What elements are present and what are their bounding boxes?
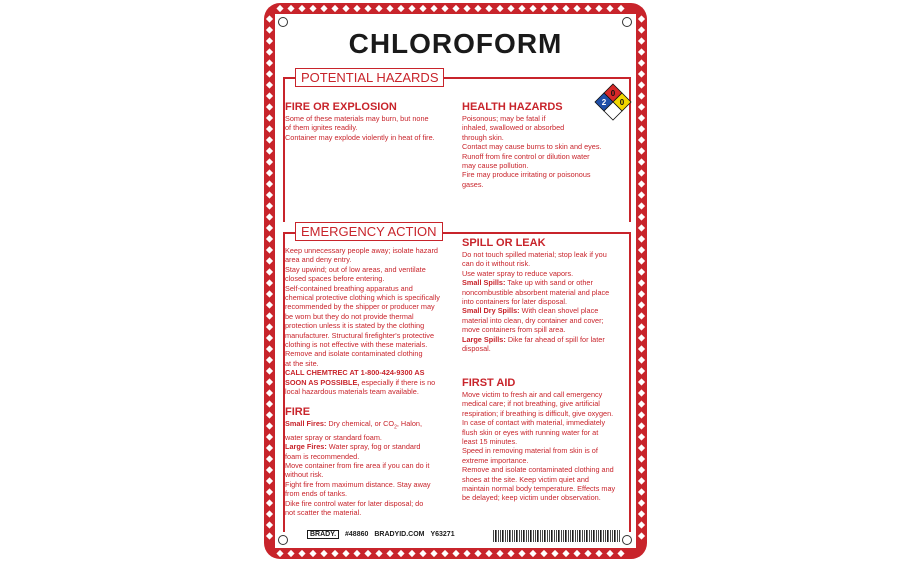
text-line: Container may explode violently in heat of fire. <box>285 132 435 142</box>
barcode-bar <box>584 530 585 542</box>
border-diamond <box>320 5 327 12</box>
text-line: recommended by the shipper or producer may <box>285 302 435 312</box>
mounting-hole-top-right <box>622 17 632 27</box>
text-line: may cause pollution. <box>462 161 529 171</box>
fire-heading: FIRE <box>285 406 311 418</box>
svg-text:2: 2 <box>601 98 607 107</box>
barcode-bar <box>577 530 578 542</box>
border-diamond <box>266 48 273 55</box>
border-diamond <box>551 5 558 12</box>
border-diamond <box>266 455 273 462</box>
border-diamond <box>266 246 273 253</box>
border-diamond <box>375 5 382 12</box>
border-diamond <box>638 213 645 220</box>
border-diamond <box>638 411 645 418</box>
border-diamond <box>266 290 273 297</box>
border-diamond <box>266 444 273 451</box>
barcode-bar <box>535 530 536 542</box>
border-diamond <box>331 550 338 557</box>
part-number: #48860 <box>345 531 369 538</box>
border-diamond <box>266 356 273 363</box>
border-diamond <box>638 191 645 198</box>
text-line: from ends of tanks. <box>285 489 348 499</box>
text-line: be worn but they do not provide thermal <box>285 311 414 321</box>
border-diamond <box>441 550 448 557</box>
border-diamond <box>551 550 558 557</box>
border-diamond <box>529 5 536 12</box>
border-diamond <box>638 147 645 154</box>
border-diamond <box>419 550 426 557</box>
text-line: Do not touch spilled material; stop leak if you <box>462 250 607 259</box>
border-diamond <box>266 169 273 176</box>
chemtrec-line: SOON AS POSSIBLE, especially if there is no <box>285 377 436 387</box>
first-aid-text <box>462 390 637 503</box>
border-diamond <box>638 169 645 176</box>
text-line: Contact may cause burns to skin and eyes. <box>462 142 602 152</box>
border-diamond <box>430 5 437 12</box>
border-diamond <box>452 5 459 12</box>
barcode-bar <box>554 530 555 542</box>
border-diamond <box>331 5 338 12</box>
border-diamond <box>638 378 645 385</box>
chemtrec-line: CALL CHEMTREC AT 1-800-424-9300 AS <box>285 368 425 378</box>
barcode-bar <box>526 530 527 542</box>
border-diamond <box>638 235 645 242</box>
text-line: shoes at the site. Keep victim quiet and <box>462 474 589 484</box>
border-diamond <box>266 378 273 385</box>
barcode-bar <box>603 530 604 542</box>
text-line: be delayed; keep victim under observation. <box>462 493 601 503</box>
border-diamond <box>540 5 547 12</box>
barcode-bar <box>614 530 616 542</box>
barcode-bar <box>507 530 508 542</box>
border-diamond <box>342 550 349 557</box>
barcode-bar <box>502 530 504 542</box>
border-diamond <box>266 433 273 440</box>
border-diamond <box>562 550 569 557</box>
border-diamond <box>266 136 273 143</box>
border-diamond <box>638 433 645 440</box>
text-line: Remove and isolate contaminated clothing and <box>462 465 614 475</box>
border-diamond <box>638 92 645 99</box>
border-diamond <box>266 81 273 88</box>
text-line: noncombustible absorbent material and place <box>462 287 610 297</box>
border-diamond <box>353 550 360 557</box>
border-diamond <box>638 323 645 330</box>
border-diamond <box>441 5 448 12</box>
svg-text:0: 0 <box>619 98 625 107</box>
nfpa-diamond-icon <box>593 82 633 140</box>
text-line: manufacturer. Structural firefighter's protective <box>285 330 435 340</box>
border-diamond <box>430 550 437 557</box>
text-line: Remove and isolate contaminated clothing <box>285 349 423 359</box>
barcode-bar <box>549 530 550 542</box>
border-diamond <box>309 550 316 557</box>
border-diamond <box>364 550 371 557</box>
text-line: closed spaces before entering. <box>285 274 385 284</box>
border-diamond <box>375 550 382 557</box>
border-diamond <box>638 455 645 462</box>
border-diamond <box>463 5 470 12</box>
border-diamond <box>638 158 645 165</box>
barcode-bar <box>561 530 562 542</box>
border-diamond <box>529 550 536 557</box>
barcode-bar <box>514 530 515 542</box>
border-diamond <box>266 158 273 165</box>
text-line: Self-contained breathing apparatus and <box>285 283 413 293</box>
border-diamond <box>266 411 273 418</box>
border-diamond <box>638 26 645 33</box>
border-diamond <box>266 37 273 44</box>
border-diamond <box>518 5 525 12</box>
border-diamond <box>595 5 602 12</box>
border-diamond <box>266 422 273 429</box>
border-diamond <box>276 550 283 557</box>
text-line: protection unless it is stated by the clothing <box>285 321 425 331</box>
border-diamond <box>287 550 294 557</box>
text-line: move containers from spill area. <box>462 325 566 335</box>
spill-leak-heading: SPILL OR LEAK <box>462 237 546 249</box>
border-diamond <box>266 279 273 286</box>
border-diamond <box>266 400 273 407</box>
border-diamond <box>266 323 273 330</box>
border-diamond <box>266 59 273 66</box>
border-diamond <box>638 466 645 473</box>
section-emergency-action: EMERGENCY ACTION <box>295 222 443 241</box>
safety-sign <box>264 3 647 559</box>
text-line: without risk. <box>285 470 324 480</box>
border-diamond <box>266 510 273 517</box>
barcode-bar <box>612 530 613 542</box>
border-diamond <box>638 279 645 286</box>
border-diamond <box>638 477 645 484</box>
text-line: Fight fire from maximum distance. Stay away <box>285 479 431 489</box>
border-diamond <box>266 389 273 396</box>
border-diamond <box>638 389 645 396</box>
border-diamond <box>342 5 349 12</box>
border-diamond <box>518 550 525 557</box>
border-diamond <box>463 550 470 557</box>
border-diamond <box>638 48 645 55</box>
border-diamond <box>638 103 645 110</box>
border-diamond <box>562 5 569 12</box>
barcode-bar <box>537 530 539 542</box>
border-diamond <box>266 103 273 110</box>
border-diamond <box>638 268 645 275</box>
border-diamond <box>638 224 645 231</box>
text-line: of them ignites readily. <box>285 123 358 133</box>
barcode-bar <box>521 530 522 542</box>
border-diamond <box>638 180 645 187</box>
border-diamond <box>452 550 459 557</box>
section-potential-hazards: POTENTIAL HAZARDS <box>295 68 444 87</box>
barcode-bar <box>605 530 606 542</box>
border-diamond <box>386 550 393 557</box>
border-diamond <box>638 367 645 374</box>
border-diamond <box>606 5 613 12</box>
barcode-bar <box>523 530 525 542</box>
border-diamond <box>266 224 273 231</box>
health-hazards-heading: HEALTH HAZARDS <box>462 101 563 113</box>
border-diamond <box>266 235 273 242</box>
brady-logo: BRADY. <box>307 530 339 539</box>
border-diamond <box>638 59 645 66</box>
border-diamond <box>474 5 481 12</box>
mounting-hole-top-left <box>278 17 288 27</box>
border-diamond <box>397 550 404 557</box>
barcode-bar <box>551 530 553 542</box>
border-diamond <box>266 191 273 198</box>
barcode-bar <box>509 530 511 542</box>
border-diamond <box>638 37 645 44</box>
barcode-bar <box>505 530 506 542</box>
border-diamond <box>638 400 645 407</box>
barcode-bar <box>542 530 543 542</box>
border-diamond <box>595 550 602 557</box>
barcode-bar <box>498 530 499 542</box>
product-code: Y63271 <box>430 531 455 538</box>
barcode-bar <box>558 530 560 542</box>
border-diamond <box>638 521 645 528</box>
barcode-bar <box>582 530 583 542</box>
barcode-bar <box>493 530 494 542</box>
barcode-bar <box>495 530 497 542</box>
text-line: clothing is not effective with these materials. <box>285 340 428 350</box>
text-line: at the site. <box>285 358 319 368</box>
barcode-bar <box>563 530 564 542</box>
border-diamond <box>638 202 645 209</box>
text-line: Dike fire control water for later disposal; do <box>285 498 424 508</box>
border-diamond <box>397 5 404 12</box>
border-diamond <box>266 466 273 473</box>
barcode-bar <box>586 530 588 542</box>
barcode-bar <box>565 530 567 542</box>
text-line: not scatter the material. <box>285 508 362 518</box>
border-diamond <box>638 312 645 319</box>
text-line: gases. <box>462 179 484 189</box>
border-diamond <box>573 5 580 12</box>
first-aid-heading: FIRST AID <box>462 377 516 389</box>
border-diamond <box>496 5 503 12</box>
barcode-bar <box>528 530 529 542</box>
border-diamond <box>638 125 645 132</box>
text-line: respiration; if breathing is difficult, give oxygen. <box>462 408 614 418</box>
border-diamond <box>638 356 645 363</box>
text-line: Move victim to fresh air and call emergency <box>462 390 603 399</box>
border-diamond <box>573 550 580 557</box>
border-diamond <box>540 550 547 557</box>
text-line: medical care; if not breathing, give artificial <box>462 399 600 409</box>
border-diamond <box>617 550 624 557</box>
border-diamond <box>638 70 645 77</box>
text-line: Poisonous; may be fatal if <box>462 114 546 123</box>
barcode-bar <box>512 530 513 542</box>
text-line: maintain normal body temperature. Effects may <box>462 484 616 494</box>
border-diamond <box>266 312 273 319</box>
border-diamond <box>638 246 645 253</box>
border-diamond <box>606 550 613 557</box>
border-diamond <box>266 125 273 132</box>
text-line: can do it without risk. <box>462 259 531 269</box>
border-diamond <box>266 114 273 121</box>
barcode-bar <box>591 530 592 542</box>
border-diamond <box>638 488 645 495</box>
text-line: local hazardous materials team available. <box>285 387 419 397</box>
border-diamond <box>638 81 645 88</box>
barcode-bar <box>607 530 609 542</box>
border-diamond <box>266 180 273 187</box>
text-line: least 15 minutes. <box>462 437 518 447</box>
border-diamond <box>638 499 645 506</box>
border-diamond <box>266 532 273 539</box>
barcode-bar <box>589 530 590 542</box>
border-diamond <box>638 345 645 352</box>
text-line: Some of these materials may burn, but none <box>285 114 429 123</box>
text-line: Fire may produce irritating or poisonous <box>462 170 591 180</box>
svg-text:0: 0 <box>610 89 616 98</box>
border-diamond <box>584 550 591 557</box>
text-line: material into clean, dry container and cover; <box>462 315 604 325</box>
barcode-bar <box>540 530 541 542</box>
border-diamond <box>266 15 273 22</box>
border-diamond <box>353 5 360 12</box>
border-diamond <box>638 15 645 22</box>
border-diamond <box>266 92 273 99</box>
mounting-hole-bottom-right <box>622 535 632 545</box>
barcode-bar <box>570 530 571 542</box>
fire-explosion-heading: FIRE OR EXPLOSION <box>285 101 397 113</box>
border-diamond <box>617 5 624 12</box>
border-diamond <box>266 521 273 528</box>
border-diamond <box>266 213 273 220</box>
mounting-hole-bottom-left <box>278 535 288 545</box>
border-diamond <box>266 345 273 352</box>
barcode-bar <box>617 530 618 542</box>
border-diamond <box>266 147 273 154</box>
border-diamond <box>266 268 273 275</box>
text-line: Use water spray to reduce vapors. <box>462 268 574 278</box>
border-diamond <box>266 488 273 495</box>
border-diamond <box>638 444 645 451</box>
border-diamond <box>485 5 492 12</box>
border-diamond <box>266 26 273 33</box>
text-line: Move container from fire area if you can do it <box>285 461 430 471</box>
text-line: Stay upwind; out of low areas, and ventilate <box>285 264 426 274</box>
border-diamond <box>386 5 393 12</box>
border-diamond <box>298 5 305 12</box>
border-diamond <box>638 290 645 297</box>
text-line: Keep unnecessary people away; isolate hazard <box>285 246 438 255</box>
text-line: through skin. <box>462 132 504 142</box>
border-diamond <box>419 5 426 12</box>
border-diamond <box>638 510 645 517</box>
border-diamond <box>266 477 273 484</box>
sign-panel <box>275 14 636 548</box>
text-line: Runoff from fire control or dilution water <box>462 151 590 161</box>
barcode-bar <box>556 530 557 542</box>
border-diamond <box>507 550 514 557</box>
border-diamond <box>276 5 283 12</box>
barcode-bar <box>598 530 599 542</box>
barcode-bar <box>500 530 501 542</box>
text-line: flush skin or eyes with running water for at <box>462 427 599 437</box>
text-line: Speed in removing material from skin is of <box>462 446 598 456</box>
text-line: inhaled, swallowed or absorbed <box>462 123 565 133</box>
text-line: disposal. <box>462 344 491 354</box>
barcode-bar <box>575 530 576 542</box>
border-diamond <box>364 5 371 12</box>
barcode-bar <box>544 530 546 542</box>
border-diamond <box>266 499 273 506</box>
text-line: In case of contact with material, immediately <box>462 418 606 428</box>
barcode-bar <box>572 530 574 542</box>
website: BRADYID.COM <box>374 531 425 538</box>
border-diamond <box>485 550 492 557</box>
barcode-bar <box>600 530 602 542</box>
border-diamond <box>266 202 273 209</box>
text-line: into containers for later disposal. <box>462 297 568 307</box>
barcode-bar <box>519 530 520 542</box>
border-diamond <box>266 70 273 77</box>
border-diamond <box>266 367 273 374</box>
fire-text: Small Fires: Dry chemical, or $CO_2$, Halon, water spray or standard foam. Large Fires: Water spray, fog or standard foam is recommended. Move container from fire area if you can do it without risk. Fight fire from maximum distance. Stay away from ends of tanks. Dike fire control water for later disposal; do not scatter the material. <box>285 419 463 518</box>
border-diamond <box>638 257 645 264</box>
barcode-bar <box>547 530 548 542</box>
spill-leak-text: Do not touch spilled material; stop leak if you can do it without risk. Use water spray to reduce vapors. Small Spills: Take up with sand or other noncombustible absorbent material and place into containers for later disposal. Small Dry Spills: With clean shovel place material into clean, dry container and cover; move containers from spill area. Large Spills: Dike far ahead of spill for later disposal. <box>462 250 637 353</box>
border-diamond <box>507 5 514 12</box>
border-diamond <box>298 550 305 557</box>
border-diamond <box>320 550 327 557</box>
border-diamond <box>266 334 273 341</box>
border-diamond <box>287 5 294 12</box>
footer-info <box>307 530 455 539</box>
fire-explosion-text <box>285 114 460 142</box>
barcode <box>493 530 623 542</box>
barcode-bar <box>579 530 581 542</box>
border-diamond <box>638 301 645 308</box>
border-diamond <box>584 5 591 12</box>
text-line: extreme importance. <box>462 455 529 465</box>
sign-title: CHLOROFORM <box>348 28 563 59</box>
border-diamond <box>266 257 273 264</box>
text-line: chemical protective clothing which is specifically <box>285 293 440 303</box>
border-diamond <box>638 422 645 429</box>
barcode-bar <box>533 530 534 542</box>
text-line: area and deny entry. <box>285 255 352 265</box>
barcode-bar <box>516 530 518 542</box>
border-diamond <box>408 550 415 557</box>
border-diamond <box>309 5 316 12</box>
border-diamond <box>638 532 645 539</box>
border-diamond <box>408 5 415 12</box>
barcode-bar <box>610 530 611 542</box>
border-diamond <box>638 114 645 121</box>
emergency-action-text <box>285 246 463 397</box>
border-diamond <box>638 334 645 341</box>
border-diamond <box>638 136 645 143</box>
barcode-bar <box>530 530 532 542</box>
border-diamond <box>496 550 503 557</box>
barcode-bar <box>593 530 595 542</box>
barcode-bar <box>568 530 569 542</box>
barcode-bar <box>596 530 597 542</box>
border-diamond <box>266 301 273 308</box>
divider-line <box>283 77 285 222</box>
barcode-bar <box>619 530 620 542</box>
border-diamond <box>474 550 481 557</box>
